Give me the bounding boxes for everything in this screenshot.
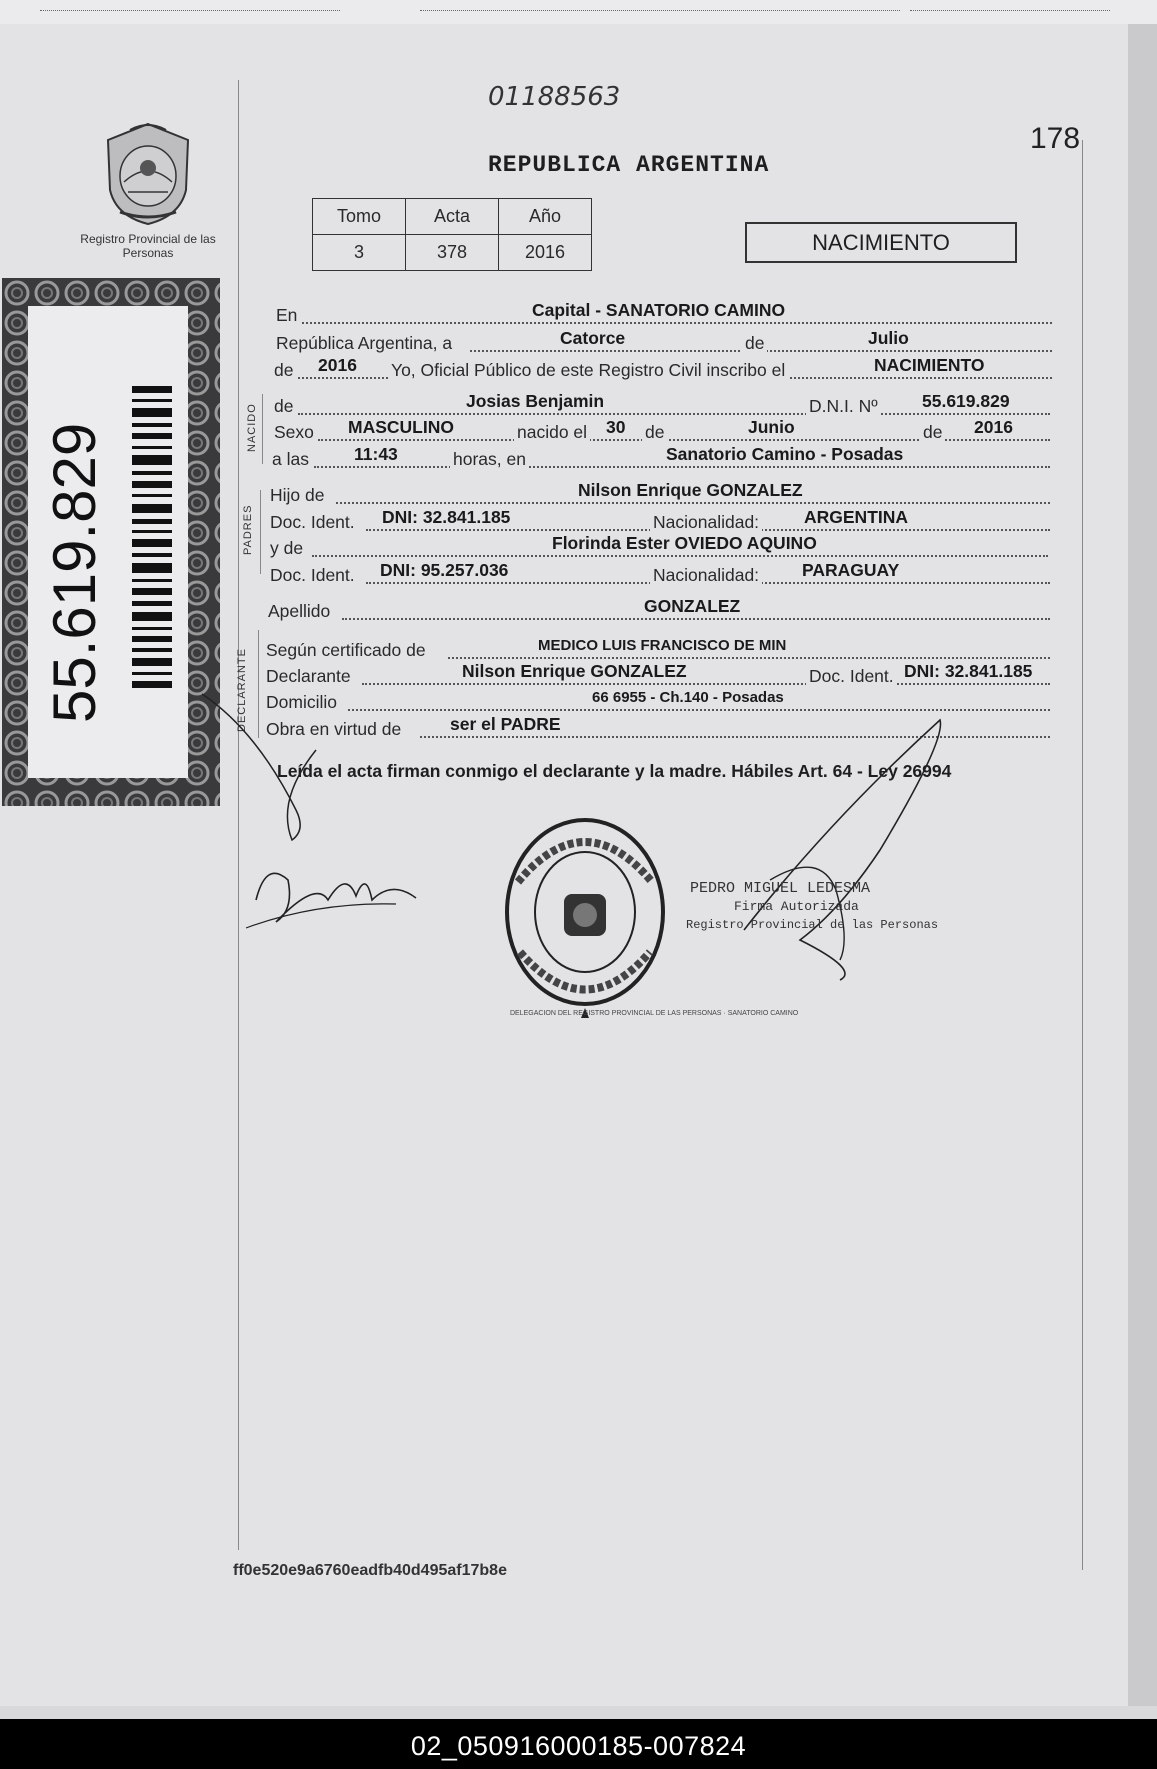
reference-table <box>312 198 592 271</box>
label: horas, en <box>450 449 529 470</box>
barcode-number: 55.619.829 <box>41 422 108 723</box>
hora-value: 11:43 <box>354 444 398 464</box>
declarante-value: Nilson Enrique GONZALEZ <box>462 661 687 681</box>
sexo-value: MASCULINO <box>348 417 454 437</box>
label: de <box>274 396 294 416</box>
label: Domicilio <box>266 692 337 712</box>
domicilio-value: 66 6955 - Ch.140 - Posadas <box>592 689 784 706</box>
row-padre <box>270 480 1052 509</box>
tomo-value: 3 <box>313 235 406 271</box>
label: y de <box>270 538 304 558</box>
sheet-edge <box>1128 24 1157 1706</box>
right-margin-line <box>1082 140 1083 1570</box>
label: de <box>742 333 767 354</box>
label: Según certificado de <box>266 640 426 660</box>
dotted-line <box>302 322 1052 324</box>
nac-anio-value: 2016 <box>974 417 1013 437</box>
barcode-sticker <box>2 278 220 806</box>
padre-doc-value: DNI: 32.841.185 <box>382 507 511 527</box>
label: de <box>920 422 945 443</box>
label: Hijo de <box>270 485 325 505</box>
acta-value: 378 <box>406 235 499 271</box>
label: Nacionalidad: <box>650 512 762 533</box>
madre-doc-value: DNI: 95.257.036 <box>380 560 509 580</box>
page-number: 178 <box>1030 122 1081 155</box>
lugar-value: Sanatorio Camino - Posadas <box>666 444 904 464</box>
label: D.N.I. Nº <box>806 396 881 417</box>
madre-nac-value: PARAGUAY <box>802 560 900 580</box>
label: Doc. Ident. <box>270 512 355 532</box>
row-madre-doc <box>270 560 1052 589</box>
section-divider <box>262 394 263 464</box>
row-hora <box>270 444 1052 473</box>
previous-page-strip <box>0 0 1157 27</box>
reference-header-row <box>313 199 592 235</box>
label: Obra en virtud de <box>266 719 402 739</box>
official-signature <box>740 700 960 990</box>
apellido-value: GONZALEZ <box>644 596 741 616</box>
tomo-header: Tomo <box>313 199 406 235</box>
inscribo-value: NACIMIENTO <box>874 355 985 375</box>
strip-rule <box>40 10 340 11</box>
dotted-line <box>362 683 1050 685</box>
mes-value: Julio <box>868 328 909 348</box>
row-sexo <box>270 417 1052 446</box>
padre-value: Nilson Enrique GONZALEZ <box>578 480 803 500</box>
row-declarante <box>266 661 1052 690</box>
official-stamp <box>686 880 939 934</box>
dotted-line <box>448 657 1050 659</box>
official-role: Firma Autorizada <box>734 899 859 914</box>
nombre-value: Josias Benjamin <box>466 391 605 411</box>
anio-value: 2016 <box>318 355 357 375</box>
certificado-value: MEDICO LUIS FRANCISCO DE MIN <box>538 637 787 654</box>
label: Sexo <box>274 422 314 442</box>
closing-text: Leída el acta firman conmigo el declarante y la madre. Hábiles Art. 64 - Ley 26994 <box>277 761 952 781</box>
label: República Argentina, a <box>276 333 453 353</box>
row-madre <box>270 533 1052 562</box>
declarante-doc-value: DNI: 32.841.185 <box>904 661 1033 681</box>
label: Nacionalidad: <box>650 565 762 586</box>
dia-value: Catorce <box>560 328 626 348</box>
act-type-box: NACIMIENTO <box>745 222 1017 263</box>
section-divider <box>260 490 261 574</box>
row-inscripcion <box>270 355 1052 384</box>
label: En <box>276 305 298 325</box>
official-name: PEDRO MIGUEL LEDESMA <box>690 880 871 897</box>
side-label-nacido: NACIDO <box>246 403 258 452</box>
handwritten-number: 01188563 <box>488 82 621 112</box>
padre-nac-value: ARGENTINA <box>804 507 909 527</box>
dni-value: 55.619.829 <box>922 391 1010 411</box>
label: Doc. Ident. <box>806 666 897 687</box>
document-hash: ff0e520e9a6760eadfb40d495af17b8e <box>233 1562 507 1579</box>
madre-value: Florinda Ester OVIEDO AQUINO <box>552 533 817 553</box>
declarant-signature <box>196 690 436 950</box>
dotted-line <box>298 413 1050 415</box>
row-apellido <box>268 596 1052 625</box>
acta-header: Acta <box>406 199 499 235</box>
label: de <box>274 360 294 380</box>
label: Apellido <box>268 601 331 621</box>
dotted-line <box>336 502 1050 504</box>
page-title: REPUBLICA ARGENTINA <box>488 152 770 178</box>
nac-mes-value: Junio <box>748 417 795 437</box>
registry-label: Registro Provincial de las Personas <box>80 232 216 260</box>
row-fecha <box>270 328 1052 357</box>
seal-text: DELEGACION DEL REGISTRO PROVINCIAL DE LAS PERSONAS · SANATORIO CAMINO <box>510 1010 799 1017</box>
label: a las <box>272 449 309 469</box>
side-label-padres: PADRES <box>242 504 254 555</box>
en-value: Capital - SANATORIO CAMINO <box>532 300 786 320</box>
obra-value: ser el PADRE <box>450 714 561 734</box>
official-office: Registro Provincial de las Personas <box>686 918 939 932</box>
label: de <box>642 422 667 443</box>
dotted-line <box>342 618 1050 620</box>
reference-value-row <box>313 235 592 271</box>
side-label-declarante: DECLARANTE <box>236 648 248 732</box>
label: Declarante <box>266 666 351 686</box>
anio-value: 2016 <box>499 235 592 271</box>
footer-code: 02_050916000185-007824 <box>410 1731 747 1761</box>
label: Yo, Oficial Público de este Registro Civil inscribo el <box>388 360 788 381</box>
strip-rule <box>420 10 900 11</box>
nac-dia-value: 30 <box>606 417 626 437</box>
row-en <box>270 300 1052 329</box>
strip-rule <box>910 10 1110 11</box>
label: Doc. Ident. <box>270 565 355 585</box>
anio-header: Año <box>499 199 592 235</box>
province-emblem-icon <box>100 120 196 228</box>
footer-bar <box>0 1719 1157 1769</box>
dotted-line <box>314 466 1050 468</box>
dotted-line <box>312 555 1048 557</box>
label: nacido el <box>514 422 590 443</box>
